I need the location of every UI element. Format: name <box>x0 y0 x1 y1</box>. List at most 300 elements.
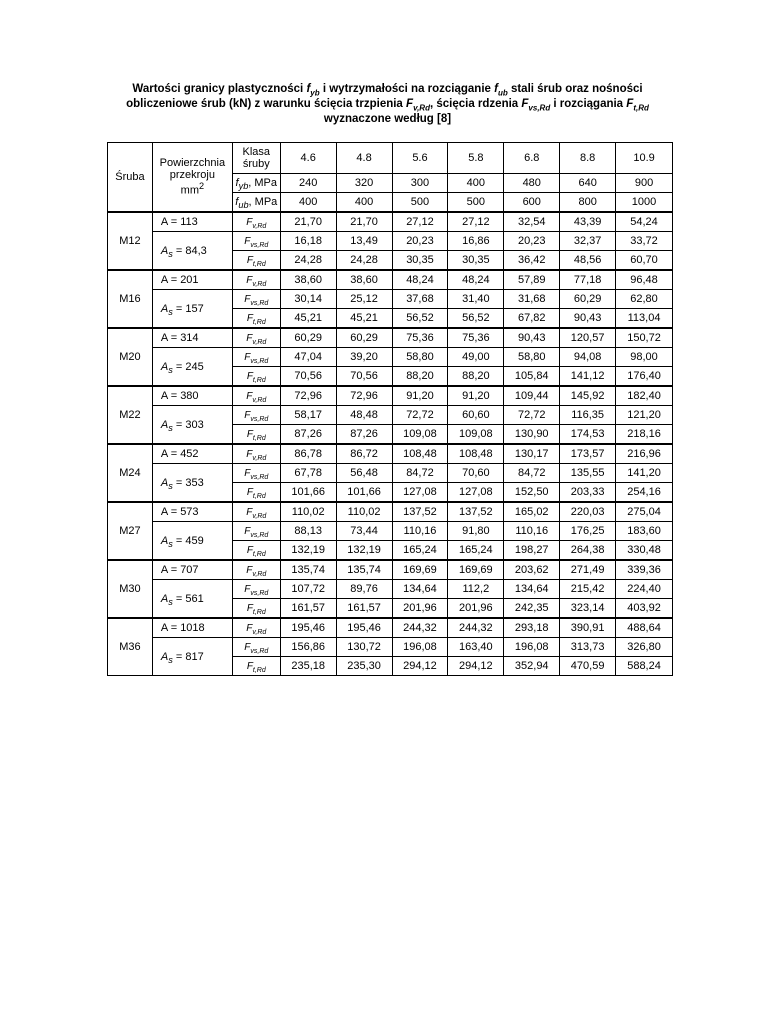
header-class-cell: 6.8 <box>504 143 560 174</box>
value-cell: 38,60 <box>280 270 336 290</box>
resistance-subscript: v,Rd <box>252 628 267 636</box>
gross-area-text: A = 452 <box>160 448 199 460</box>
value-cell: 89,76 <box>336 580 392 599</box>
value-cell: 145,92 <box>560 386 616 406</box>
resistance-symbol: F <box>246 544 253 556</box>
value-cell: 110,02 <box>336 502 392 522</box>
value-cell: 73,44 <box>336 522 392 541</box>
resistance-symbol-cell <box>232 386 280 406</box>
gross-area-cell <box>152 212 232 232</box>
fub-symbol: f <box>235 196 239 208</box>
stress-area-value: = 459 <box>172 534 204 547</box>
gross-area-cell <box>152 270 232 290</box>
resistance-symbol-cell <box>232 270 280 290</box>
fyb-cell: 300 <box>392 174 448 193</box>
stress-area-symbol: A <box>160 476 169 489</box>
value-cell: 165,02 <box>504 502 560 522</box>
resistance-subscript: t,Rd <box>252 492 266 500</box>
value-cell: 60,29 <box>336 328 392 348</box>
stress-area-subscript: s <box>168 596 173 607</box>
fub-subscript: ub <box>238 200 249 211</box>
value-cell: 72,72 <box>392 406 448 425</box>
header-fub-label <box>232 193 280 213</box>
value-cell: 161,57 <box>280 599 336 619</box>
resistance-symbol-cell <box>232 580 280 599</box>
fub-cell: 400 <box>280 193 336 213</box>
value-cell: 31,40 <box>448 290 504 309</box>
value-cell: 121,20 <box>616 406 673 425</box>
stress-area-symbol: A <box>160 534 169 547</box>
fyb-subscript: yb <box>238 181 249 192</box>
stress-area-cell <box>152 580 232 619</box>
header-fyb-label <box>232 174 280 193</box>
resistance-symbol: F <box>244 235 251 247</box>
value-cell: 127,08 <box>392 483 448 503</box>
value-cell: 58,17 <box>280 406 336 425</box>
value-cell: 67,78 <box>280 464 336 483</box>
stress-area-value: = 245 <box>172 360 204 373</box>
value-cell: 176,25 <box>560 522 616 541</box>
value-cell: 110,02 <box>280 502 336 522</box>
value-cell: 135,55 <box>560 464 616 483</box>
resistance-symbol-cell <box>232 290 280 309</box>
value-cell: 13,49 <box>336 232 392 251</box>
stress-area-cell <box>152 290 232 329</box>
resistance-symbol: F <box>244 467 251 479</box>
gross-area-text: A = 201 <box>160 274 199 286</box>
value-cell: 45,21 <box>280 309 336 329</box>
resistance-subscript: v,Rd <box>252 512 267 520</box>
resistance-symbol-cell <box>232 212 280 232</box>
value-cell: 488,64 <box>616 618 673 638</box>
value-cell: 30,35 <box>392 251 448 271</box>
value-cell: 70,56 <box>336 367 392 387</box>
value-cell: 141,12 <box>560 367 616 387</box>
value-cell: 109,44 <box>504 386 560 406</box>
gross-area-cell <box>152 444 232 464</box>
value-cell: 90,43 <box>560 309 616 329</box>
bolt-name-cell: M12 <box>108 212 153 270</box>
value-cell: 91,80 <box>448 522 504 541</box>
gross-area-cell <box>152 560 232 580</box>
value-cell: 254,16 <box>616 483 673 503</box>
value-cell: 31,68 <box>504 290 560 309</box>
value-cell: 127,08 <box>448 483 504 503</box>
header-area-unit <box>153 181 232 197</box>
value-cell: 109,08 <box>392 425 448 445</box>
resistance-subscript: t,Rd <box>252 608 266 616</box>
stress-area-symbol: A <box>160 418 169 431</box>
resistance-symbol: F <box>244 641 251 653</box>
value-cell: 242,35 <box>504 599 560 619</box>
value-cell: 16,18 <box>280 232 336 251</box>
value-cell: 165,24 <box>392 541 448 561</box>
value-cell: 110,16 <box>392 522 448 541</box>
value-cell: 215,42 <box>560 580 616 599</box>
resistance-subscript: vs,Rd <box>250 415 269 423</box>
value-cell: 182,40 <box>616 386 673 406</box>
value-cell: 30,14 <box>280 290 336 309</box>
stress-area-symbol: A <box>160 244 169 257</box>
resistance-symbol: F <box>246 254 253 266</box>
value-cell: 101,66 <box>336 483 392 503</box>
table-row <box>108 270 673 290</box>
fyb-cell: 480 <box>504 174 560 193</box>
value-cell: 91,20 <box>448 386 504 406</box>
resistance-symbol: F <box>246 332 253 344</box>
stress-area-value: = 84,3 <box>172 244 207 257</box>
value-cell: 163,40 <box>448 638 504 657</box>
value-cell: 176,40 <box>616 367 673 387</box>
header-class-cell: 4.6 <box>280 143 336 174</box>
gross-area-cell <box>152 502 232 522</box>
resistance-subscript: t,Rd <box>252 318 266 326</box>
gross-area-text: A = 314 <box>160 332 199 344</box>
value-cell: 96,48 <box>616 270 673 290</box>
stress-area-value: = 561 <box>172 592 204 605</box>
value-cell: 135,74 <box>336 560 392 580</box>
gross-area-text: A = 1018 <box>160 622 205 634</box>
value-cell: 196,08 <box>504 638 560 657</box>
value-cell: 25,12 <box>336 290 392 309</box>
value-cell: 216,96 <box>616 444 673 464</box>
value-cell: 588,24 <box>616 657 673 676</box>
value-cell: 90,43 <box>504 328 560 348</box>
title-subscript: yb <box>310 88 320 98</box>
resistance-subscript: v,Rd <box>252 338 267 346</box>
resistance-symbol-cell <box>232 541 280 561</box>
header-row-class <box>108 143 673 174</box>
value-cell: 56,52 <box>448 309 504 329</box>
title-symbol: F <box>626 98 634 110</box>
value-cell: 32,37 <box>560 232 616 251</box>
value-cell: 174,53 <box>560 425 616 445</box>
value-cell: 264,38 <box>560 541 616 561</box>
resistance-symbol-cell <box>232 444 280 464</box>
value-cell: 203,62 <box>504 560 560 580</box>
header-class-label <box>232 143 280 174</box>
value-cell: 84,72 <box>392 464 448 483</box>
value-cell: 161,57 <box>336 599 392 619</box>
value-cell: 27,12 <box>448 212 504 232</box>
resistance-symbol-cell <box>232 425 280 445</box>
value-cell: 293,18 <box>504 618 560 638</box>
stress-area-cell <box>152 348 232 387</box>
value-cell: 109,08 <box>448 425 504 445</box>
title-symbol: F <box>406 98 414 110</box>
value-cell: 77,18 <box>560 270 616 290</box>
value-cell: 38,60 <box>336 270 392 290</box>
header-class-cell: 10.9 <box>616 143 673 174</box>
gross-area-cell <box>152 386 232 406</box>
value-cell: 275,04 <box>616 502 673 522</box>
header-class-cell: 5.8 <box>448 143 504 174</box>
value-cell: 339,36 <box>616 560 673 580</box>
value-cell: 235,30 <box>336 657 392 676</box>
stress-area-subscript: s <box>168 422 173 433</box>
value-cell: 21,70 <box>336 212 392 232</box>
stress-area-subscript: s <box>168 654 173 665</box>
stress-area-symbol: A <box>160 360 169 373</box>
value-cell: 198,27 <box>504 541 560 561</box>
value-cell: 235,18 <box>280 657 336 676</box>
resistance-subscript: t,Rd <box>252 550 266 558</box>
value-cell: 48,24 <box>448 270 504 290</box>
value-cell: 156,86 <box>280 638 336 657</box>
table-row <box>108 560 673 580</box>
header-class-cell: 4.8 <box>336 143 392 174</box>
resistance-symbol: F <box>246 660 253 672</box>
value-cell: 101,66 <box>280 483 336 503</box>
value-cell: 87,26 <box>336 425 392 445</box>
value-cell: 98,00 <box>616 348 673 367</box>
bolt-name-cell: M20 <box>108 328 153 386</box>
value-cell: 60,29 <box>280 328 336 348</box>
value-cell: 94,08 <box>560 348 616 367</box>
value-cell: 60,60 <box>448 406 504 425</box>
header-class-cell: 8.8 <box>560 143 616 174</box>
resistance-symbol: F <box>246 602 253 614</box>
value-cell: 88,13 <box>280 522 336 541</box>
header-class-cell: 5.6 <box>392 143 448 174</box>
resistance-subscript: vs,Rd <box>250 647 269 655</box>
value-cell: 173,57 <box>560 444 616 464</box>
table-body <box>108 143 673 676</box>
value-cell: 91,20 <box>392 386 448 406</box>
value-cell: 470,59 <box>560 657 616 676</box>
value-cell: 32,54 <box>504 212 560 232</box>
title-line-1 <box>100 82 675 97</box>
gross-area-cell <box>152 328 232 348</box>
table-row <box>108 406 673 425</box>
value-cell: 108,48 <box>392 444 448 464</box>
value-cell: 220,03 <box>560 502 616 522</box>
value-cell: 84,72 <box>504 464 560 483</box>
value-cell: 130,72 <box>336 638 392 657</box>
class-label-line1: Klasa <box>242 146 271 158</box>
value-cell: 313,73 <box>560 638 616 657</box>
value-cell: 195,46 <box>336 618 392 638</box>
value-cell: 203,33 <box>560 483 616 503</box>
value-cell: 326,80 <box>616 638 673 657</box>
resistance-symbol-cell <box>232 657 280 676</box>
unit-superscript: 2 <box>199 181 205 192</box>
value-cell: 196,08 <box>392 638 448 657</box>
value-cell: 60,29 <box>560 290 616 309</box>
stress-area-symbol: A <box>160 650 169 663</box>
fub-cell: 600 <box>504 193 560 213</box>
table-row <box>108 348 673 367</box>
value-cell: 88,20 <box>392 367 448 387</box>
stress-area-symbol: A <box>160 592 169 605</box>
value-cell: 72,72 <box>504 406 560 425</box>
value-cell: 62,80 <box>616 290 673 309</box>
value-cell: 183,60 <box>616 522 673 541</box>
stress-area-value: = 303 <box>172 418 204 431</box>
resistance-symbol: F <box>246 448 253 460</box>
class-label-line2: śruby <box>242 158 270 170</box>
value-cell: 54,24 <box>616 212 673 232</box>
resistance-subscript: v,Rd <box>252 222 267 230</box>
value-cell: 152,50 <box>504 483 560 503</box>
value-cell: 47,04 <box>280 348 336 367</box>
value-cell: 201,96 <box>392 599 448 619</box>
value-cell: 86,72 <box>336 444 392 464</box>
stress-area-cell <box>152 232 232 271</box>
resistance-symbol-cell <box>232 502 280 522</box>
title-text: obliczeniowe śrub (kN) z warunku ścięcia trzpienia <box>126 98 407 110</box>
resistance-symbol: F <box>244 583 251 595</box>
resistance-subscript: t,Rd <box>252 666 266 674</box>
value-cell: 56,48 <box>336 464 392 483</box>
header-bolt: Śruba <box>108 143 153 213</box>
value-cell: 244,32 <box>392 618 448 638</box>
bolt-name-cell: M24 <box>108 444 153 502</box>
bolt-capacity-table <box>107 142 673 676</box>
value-cell: 45,21 <box>336 309 392 329</box>
bolt-name-cell: M22 <box>108 386 153 444</box>
resistance-symbol-cell <box>232 464 280 483</box>
resistance-subscript: t,Rd <box>252 434 266 442</box>
gross-area-text: A = 113 <box>160 216 198 228</box>
value-cell: 75,36 <box>392 328 448 348</box>
stress-area-value: = 353 <box>172 476 204 489</box>
resistance-subscript: vs,Rd <box>250 473 269 481</box>
stress-area-cell <box>152 522 232 561</box>
title-line-2 <box>100 97 675 112</box>
title-symbol: F <box>521 98 529 110</box>
table-row <box>108 502 673 522</box>
value-cell: 294,12 <box>448 657 504 676</box>
value-cell: 294,12 <box>392 657 448 676</box>
resistance-subscript: vs,Rd <box>250 299 269 307</box>
value-cell: 195,46 <box>280 618 336 638</box>
stress-area-value: = 157 <box>172 302 204 315</box>
value-cell: 16,86 <box>448 232 504 251</box>
value-cell: 72,96 <box>280 386 336 406</box>
value-cell: 21,70 <box>280 212 336 232</box>
value-cell: 107,72 <box>280 580 336 599</box>
resistance-symbol: F <box>244 351 251 363</box>
table-row <box>108 290 673 309</box>
gross-area-cell <box>152 618 232 638</box>
stress-area-value: = 817 <box>172 650 204 663</box>
fyb-unit: , MPa <box>248 177 278 189</box>
unit-text: mm <box>180 184 199 197</box>
value-cell: 60,70 <box>616 251 673 271</box>
resistance-symbol-cell <box>232 618 280 638</box>
table-row <box>108 464 673 483</box>
value-cell: 105,84 <box>504 367 560 387</box>
value-cell: 70,60 <box>448 464 504 483</box>
fyb-cell: 320 <box>336 174 392 193</box>
table-row <box>108 638 673 657</box>
fyb-cell: 640 <box>560 174 616 193</box>
table-row <box>108 580 673 599</box>
value-cell: 244,32 <box>448 618 504 638</box>
title-symbol: f <box>306 83 311 95</box>
value-cell: 150,72 <box>616 328 673 348</box>
table-row <box>108 522 673 541</box>
value-cell: 67,82 <box>504 309 560 329</box>
stress-area-subscript: s <box>168 248 173 259</box>
value-cell: 130,90 <box>504 425 560 445</box>
title-text: , ścięcia rdzenia <box>429 98 522 110</box>
resistance-symbol: F <box>246 486 253 498</box>
stress-area-subscript: s <box>168 538 173 549</box>
value-cell: 20,23 <box>504 232 560 251</box>
resistance-symbol: F <box>246 312 253 324</box>
value-cell: 201,96 <box>448 599 504 619</box>
fub-cell: 1000 <box>616 193 673 213</box>
fub-cell: 400 <box>336 193 392 213</box>
resistance-subscript: vs,Rd <box>250 357 269 365</box>
value-cell: 403,92 <box>616 599 673 619</box>
title-subscript: v,Rd <box>413 103 430 113</box>
bolt-name-cell: M16 <box>108 270 153 328</box>
stress-area-cell <box>152 406 232 445</box>
value-cell: 271,49 <box>560 560 616 580</box>
value-cell: 169,69 <box>448 560 504 580</box>
value-cell: 36,42 <box>504 251 560 271</box>
value-cell: 48,56 <box>560 251 616 271</box>
value-cell: 137,52 <box>448 502 504 522</box>
resistance-symbol: F <box>246 428 253 440</box>
title-line-3: wyznaczone według [8] <box>323 113 452 125</box>
resistance-symbol: F <box>246 370 253 382</box>
resistance-symbol: F <box>246 216 253 228</box>
value-cell: 27,12 <box>392 212 448 232</box>
header-area <box>152 143 232 213</box>
value-cell: 218,16 <box>616 425 673 445</box>
value-cell: 58,80 <box>504 348 560 367</box>
stress-area-cell <box>152 638 232 676</box>
value-cell: 135,74 <box>280 560 336 580</box>
resistance-symbol-cell <box>232 599 280 619</box>
resistance-symbol: F <box>246 506 253 518</box>
value-cell: 323,14 <box>560 599 616 619</box>
value-cell: 33,72 <box>616 232 673 251</box>
title-subscript: ub <box>497 88 508 98</box>
value-cell: 39,20 <box>336 348 392 367</box>
value-cell: 352,94 <box>504 657 560 676</box>
resistance-symbol-cell <box>232 251 280 271</box>
resistance-subscript: v,Rd <box>252 396 267 404</box>
title-text: stali śrub oraz nośności <box>507 83 643 95</box>
resistance-symbol-cell <box>232 348 280 367</box>
resistance-symbol: F <box>246 274 253 286</box>
bolt-name-cell: M30 <box>108 560 153 618</box>
value-cell: 88,20 <box>448 367 504 387</box>
resistance-symbol-cell <box>232 328 280 348</box>
stress-area-subscript: s <box>168 480 173 491</box>
resistance-symbol-cell <box>232 367 280 387</box>
stress-area-subscript: s <box>168 364 173 375</box>
gross-area-text: A = 707 <box>160 564 199 576</box>
resistance-subscript: v,Rd <box>252 454 267 462</box>
resistance-symbol-cell <box>232 309 280 329</box>
value-cell: 72,96 <box>336 386 392 406</box>
title-text: i rozciągania <box>550 98 627 110</box>
resistance-symbol-cell <box>232 483 280 503</box>
value-cell: 330,48 <box>616 541 673 561</box>
resistance-symbol: F <box>244 409 251 421</box>
value-cell: 130,17 <box>504 444 560 464</box>
table-row <box>108 444 673 464</box>
value-cell: 120,57 <box>560 328 616 348</box>
resistance-symbol-cell <box>232 560 280 580</box>
table-row <box>108 232 673 251</box>
